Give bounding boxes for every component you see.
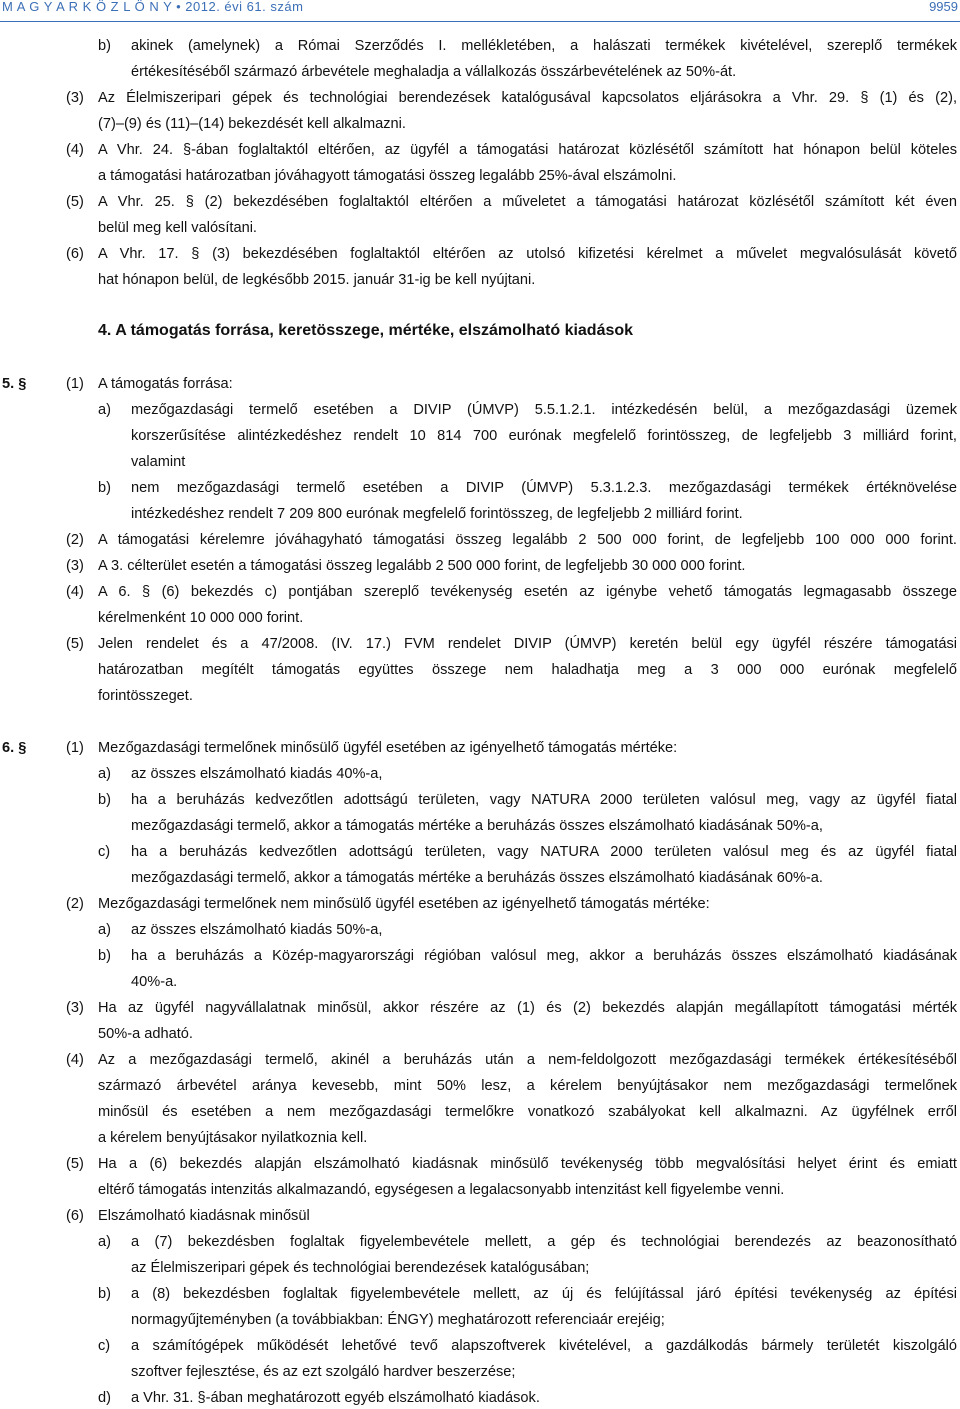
text-line: A 6. § (6) bekezdés c) pontjában szereplő tevékenység esetén az igénybe vehető támogatás legmagasabb összege — [98, 584, 957, 600]
paragraph-label: (3) — [66, 90, 84, 106]
paragraph-label: (6) — [66, 246, 84, 262]
text-line: kérelmenként 10 000 000 forint. — [98, 610, 304, 626]
paragraph-label: (5) — [66, 194, 84, 210]
text-line: mezőgazdasági termelő esetében a DIVIP (ÚMVP) 5.5.1.2.1. intézkedésén belül, a mezőgazdasági üzemek — [131, 402, 957, 418]
text-line: Mezőgazdasági termelőnek minősülő ügyfél esetében az igényelhető támogatás mértéke: — [98, 740, 678, 756]
text-line: határozatban megítélt támogatás együttes összege nem haladhatja meg a 3 000 000 eurónak megfelelő — [98, 662, 957, 678]
paragraph-label: (6) — [66, 1208, 84, 1224]
paragraph-label: (3) — [66, 1000, 84, 1016]
text-line: minősül és esetében a nem mezőgazdasági termelőkre vonatkozó szabályokat kell alkalmazni. Az ügyfélnek erről — [98, 1104, 957, 1120]
text-line: a számítógépek működését lehetővé tevő alapszoftverek kivételével, a gazdálkodás bármely területét kiszolgáló — [131, 1338, 957, 1354]
text-line: Az Élelmiszeripari gépek és technológiai berendezések katalógusával kapcsolatos eljárásokra a Vhr. 29. § (1) és (2), — [98, 90, 957, 106]
header-rule — [0, 21, 960, 22]
paragraph-label: b) — [98, 38, 111, 54]
text-line: forintösszeget. — [98, 688, 193, 704]
text-line: a kérelem benyújtásakor nyilatkoznia kell. — [98, 1130, 368, 1146]
text-line: mezőgazdasági termelő, akkor a támogatás mértéke a beruházás összes elszámolható kiadásának 60%-a. — [131, 870, 823, 886]
text-line: 50%-a adható. — [98, 1026, 193, 1042]
text-line: az összes elszámolható kiadás 40%-a, — [131, 766, 383, 782]
text-line: Ha az ügyfél nagyvállalatnak minősül, akkor részére az (1) és (2) bekezdés alapján megállapított támogatási mérték — [98, 1000, 957, 1016]
text-line: mezőgazdasági termelő, akkor a támogatás mértéke a beruházás összes elszámolható kiadásának 50%-a, — [131, 818, 823, 834]
text-line: ha a beruházás a Közép-magyarországi régióban valósul meg, akkor a beruházás összes elszámolható kiadásának — [131, 948, 957, 964]
text-line: Elszámolható kiadásnak minősül — [98, 1208, 310, 1224]
text-line: Ha a (6) bekezdés alapján elszámolható kiadásnak minősülő tevékenység több megvalósítási helyet érint és emiatt — [98, 1156, 957, 1172]
text-line: 40%-a. — [131, 974, 178, 990]
paragraph-label: (2) — [66, 896, 84, 912]
paragraph-label: b) — [98, 948, 111, 964]
text-line: A 3. célterület esetén a támogatási összeg legalább 2 500 000 forint, de legfeljebb 30 000 000 forint. — [98, 558, 746, 574]
paragraph-label: a) — [98, 766, 111, 782]
paragraph-label: b) — [98, 792, 111, 808]
paragraph-label: (1) — [66, 376, 84, 392]
text-line: Az a mezőgazdasági termelő, akinél a beruházás után a nem-feldolgozott mezőgazdasági termékek értékesítéséből — [98, 1052, 957, 1068]
text-line: intézkedéshez rendelt 7 209 800 eurónak megfelelő forintösszeg, de legfeljebb 2 milliárd forint. — [131, 506, 743, 522]
text-line: A Vhr. 17. § (3) bekezdésében foglaltaktól eltérően az utolsó kifizetési kérelmet a művelet megvalósulását követő — [98, 246, 957, 262]
text-line: származó árbevétel aránya kevesebb, mint 50% lesz, a kérelem benyújtásakor nem mezőgazdasági termelőnek — [98, 1078, 957, 1094]
text-line: az Élelmiszeripari gépek és technológiai berendezések katalógusában; — [131, 1260, 590, 1276]
text-line: Mezőgazdasági termelőnek nem minősülő ügyfél esetében az igényelhető támogatás mértéke: — [98, 896, 710, 912]
text-line: A Vhr. 24. §-ában foglaltaktól eltérően, az ügyfél a támogatási határozat közlésétől számított hat hónapon belül köteles — [98, 142, 957, 158]
paragraph-label: a) — [98, 1234, 111, 1250]
text-line: A Vhr. 25. § (2) bekezdésében foglaltaktól eltérően a műveletet a támogatási határozat közlésétől számított két éven — [98, 194, 957, 210]
text-line: nem mezőgazdasági termelő esetében a DIVIP (ÚMVP) 5.3.1.2.3. mezőgazdasági termékek értéknövelése — [131, 480, 957, 496]
text-line: akinek (amelynek) a Római Szerződés I. mellékletében, a halászati termékek kivételével, szereplő termékek — [131, 38, 957, 54]
text-line: a (7) bekezdésben foglaltak figyelembevétele mellett, a gép és technológiai berendezés az beazonosítható — [131, 1234, 957, 1250]
paragraph-label: (5) — [66, 1156, 84, 1172]
text-line: a Vhr. 31. §-ában meghatározott egyéb elszámolható kiadások. — [131, 1390, 540, 1406]
page-header — [0, 0, 960, 14]
text-line: a támogatási határozatban jóváhagyott támogatási összeg legalább 25%-ával elszámolni. — [98, 168, 677, 184]
text-line: az összes elszámolható kiadás 50%-a, — [131, 922, 383, 938]
paragraph-label: c) — [98, 844, 111, 860]
paragraph-label: (4) — [66, 1052, 84, 1068]
text-line: A támogatás forrása: — [98, 376, 233, 392]
paragraph-label: d) — [98, 1390, 111, 1406]
text-line: korszerűsítése alintézkedéshez rendelt 10 814 700 eurónak megfelelő forintösszeg, de legfeljebb 3 milliárd forint, — [131, 428, 957, 444]
paragraph-label: (4) — [66, 142, 84, 158]
text-line: Jelen rendelet és a 47/2008. (IV. 17.) FVM rendelet DIVIP (ÚMVP) keretén belül egy ügyfél részére támogatási — [98, 636, 957, 652]
text-line: eltérő támogatás intenzitás alkalmazandó, egységesen a legalacsonyabb intenzitást kell figyelembe venni. — [98, 1182, 785, 1198]
section-number: 6. § — [2, 740, 27, 756]
paragraph-label: b) — [98, 1286, 111, 1302]
section-heading: 4. A támogatás forrása, keretösszege, mértéke, elszámolható kiadások — [98, 322, 634, 339]
text-line: szoftver fejlesztése, és az ezt szolgáló hardver beszerzése; — [131, 1364, 516, 1380]
paragraph-label: (1) — [66, 740, 84, 756]
text-line: ha a beruházás kedvezőtlen adottságú területen, vagy NATURA 2000 területen valósul meg és az ügyfél fiatal — [131, 844, 957, 860]
text-line: A támogatási kérelemre jóváhagyható támogatási összeg legalább 2 500 000 forint, de legfeljebb 100 000 000 forint. — [98, 532, 957, 548]
paragraph-label: (5) — [66, 636, 84, 652]
paragraph-label: (4) — [66, 584, 84, 600]
text-line: értékesítéséből származó árbevétele meghaladja a vállalkozás összárbevételének az 50%-át. — [131, 64, 737, 80]
paragraph-label: (3) — [66, 558, 84, 574]
paragraph-label: a) — [98, 922, 111, 938]
text-line: valamint — [131, 454, 186, 470]
paragraph-label: b) — [98, 480, 111, 496]
journal-title: M A G Y A R K Ö Z L Ö N Y • 2012. évi 61. szám — [2, 0, 304, 14]
paragraph-label: a) — [98, 402, 111, 418]
paragraph-label: c) — [98, 1338, 111, 1354]
text-line: (7)–(9) és (11)–(14) bekezdését kell alkalmazni. — [98, 116, 406, 132]
text-line: ha a beruházás kedvezőtlen adottságú területen, vagy NATURA 2000 területen valósul meg, vagy az ügyfél fiatal — [131, 792, 957, 808]
text-line: belül meg kell valósítani. — [98, 220, 257, 236]
page-number: 9959 — [929, 0, 958, 14]
text-line: hat hónapon belül, de legkésőbb 2015. január 31-ig be kell nyújtani. — [98, 272, 536, 288]
text-line: a (8) bekezdésben foglaltak figyelembevétele mellett, az új és felújítással járó építési tevékenység az építési — [131, 1286, 957, 1302]
text-line: normagyűjteményben (a továbbiakban: ÉNGY) meghatározott referenciaár erejéig; — [131, 1312, 665, 1328]
paragraph-label: (2) — [66, 532, 84, 548]
section-number: 5. § — [2, 376, 27, 392]
